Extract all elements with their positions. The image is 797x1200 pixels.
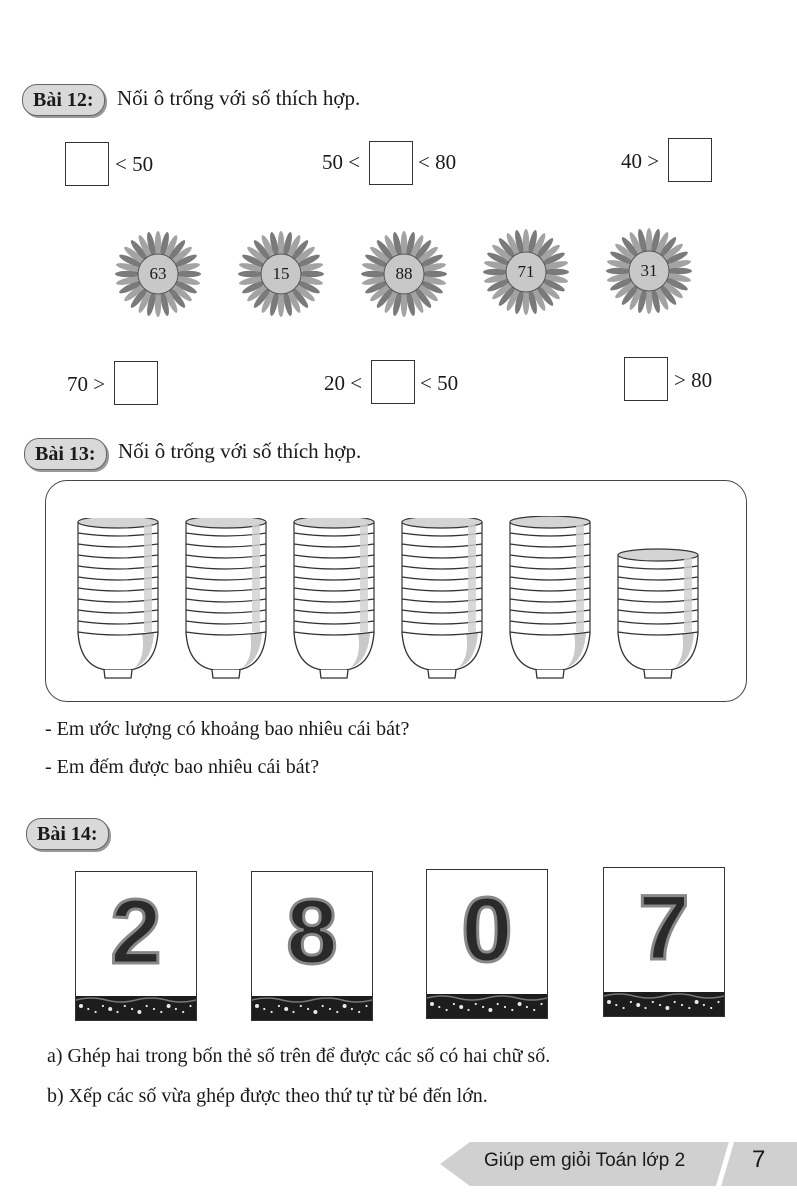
bowl-stack-2 xyxy=(184,518,268,680)
card-digit: 0 xyxy=(461,879,513,981)
expr-2-right: < 80 xyxy=(418,150,457,174)
night-strip xyxy=(604,992,724,1016)
expr-2-left: 50 < xyxy=(322,150,361,174)
answer-box-5[interactable] xyxy=(371,360,415,404)
night-strip xyxy=(427,994,547,1018)
exercise-13-title: Nối ô trống với số thích hợp. xyxy=(118,439,362,463)
expr-1-right: < 50 xyxy=(115,152,154,176)
stars-icon xyxy=(604,992,724,1016)
expr-5-left: 20 < xyxy=(324,371,363,395)
night-strip xyxy=(76,996,196,1020)
card-digit: 8 xyxy=(286,881,338,983)
task-b: b) Xếp các số vừa ghép được theo thứ tự từ bé đến lớn. xyxy=(47,1085,488,1107)
task-a: a) Ghép hai trong bốn thẻ số trên để được các số có hai chữ số. xyxy=(47,1045,551,1067)
bowl-stack-5 xyxy=(508,516,592,680)
number-card-2[interactable] xyxy=(75,871,197,1021)
flower-31[interactable] xyxy=(604,226,694,316)
number-card-7[interactable] xyxy=(603,867,725,1017)
expr-6-right: > 80 xyxy=(674,368,713,392)
flower-71[interactable] xyxy=(481,227,571,317)
number-card-0[interactable] xyxy=(426,869,548,1019)
answer-box-2[interactable] xyxy=(369,141,413,185)
answer-box-4[interactable] xyxy=(114,361,158,405)
night-strip xyxy=(252,996,372,1020)
question-estimate: - Em ước lượng có khoảng bao nhiêu cái bát? xyxy=(45,718,410,740)
flower-63[interactable] xyxy=(113,229,203,319)
card-digit: 7 xyxy=(638,877,690,979)
expr-4-left: 70 > xyxy=(67,372,106,396)
flower-number: 63 xyxy=(149,264,167,283)
exercise-14-badge: Bài 14: xyxy=(26,818,109,850)
exercise-13-badge: Bài 13: xyxy=(24,438,107,470)
exercise-12-title: Nối ô trống với số thích hợp. xyxy=(117,86,361,110)
exercise-12-badge: Bài 12: xyxy=(22,84,105,116)
flower-88[interactable] xyxy=(359,229,449,319)
expr-5-right: < 50 xyxy=(420,371,459,395)
flower-number: 71 xyxy=(517,262,535,281)
flower-15[interactable] xyxy=(236,229,326,319)
answer-box-1[interactable] xyxy=(65,142,109,186)
stars-icon xyxy=(76,996,196,1020)
bowl-stack-4 xyxy=(400,518,484,680)
bowl-stack-6 xyxy=(616,540,700,680)
card-digit: 2 xyxy=(110,881,162,983)
page-number: 7 xyxy=(752,1146,766,1173)
stars-icon xyxy=(252,996,372,1020)
answer-box-3[interactable] xyxy=(668,138,712,182)
bowl-stack-1 xyxy=(76,518,160,680)
bowl-stack-3 xyxy=(292,518,376,680)
stars-icon xyxy=(427,994,547,1018)
flower-number: 88 xyxy=(395,264,413,283)
answer-box-6[interactable] xyxy=(624,357,668,401)
flower-number: 15 xyxy=(272,264,290,283)
question-count: - Em đếm được bao nhiêu cái bát? xyxy=(45,756,320,778)
expr-3-left: 40 > xyxy=(621,149,660,173)
footer-book-title: Giúp em giỏi Toán lớp 2 xyxy=(484,1150,686,1171)
flower-number: 31 xyxy=(640,261,658,280)
number-card-8[interactable] xyxy=(251,871,373,1021)
